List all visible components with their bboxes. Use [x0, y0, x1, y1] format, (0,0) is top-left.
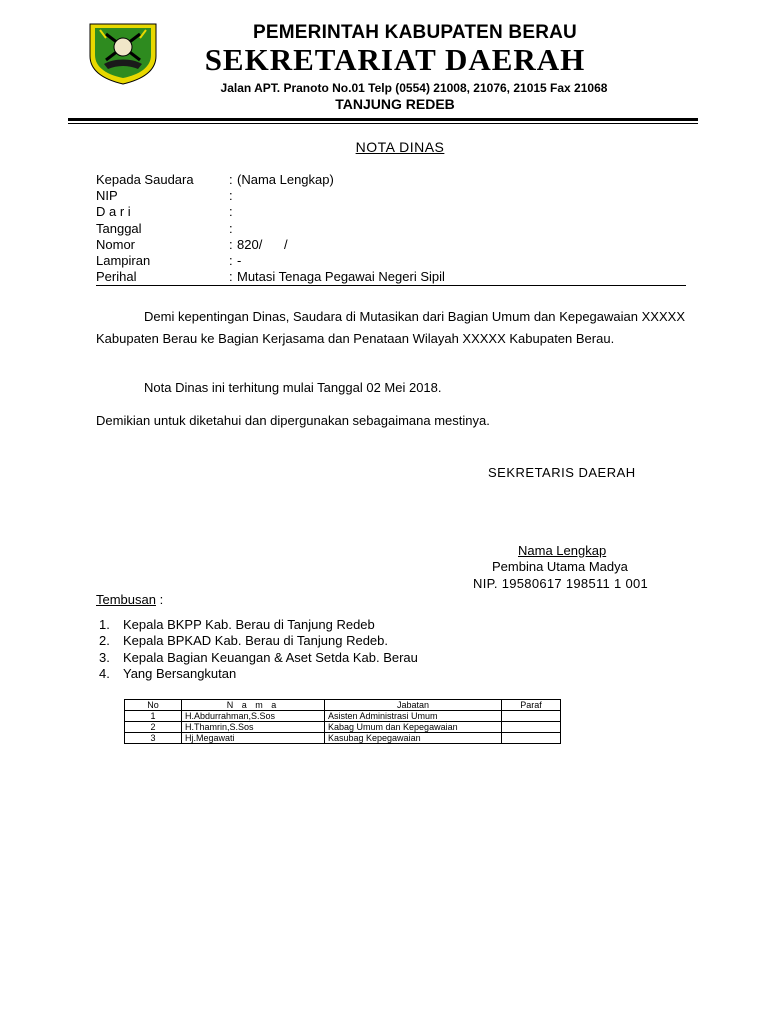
list-item	[99, 666, 418, 682]
field-separator: :	[229, 204, 233, 220]
field-row-kepada	[96, 172, 686, 188]
table-row	[125, 722, 561, 733]
office-city: TANJUNG REDEB	[335, 96, 455, 112]
field-separator: :	[229, 188, 233, 204]
signatory-title: SEKRETARIS DAERAH	[488, 465, 636, 480]
field-label: Nomor	[96, 236, 136, 252]
table-cell-jabatan: Kabag Umum dan Kepegawaian	[325, 722, 502, 733]
table-cell-nama: Hj.Megawati	[182, 733, 325, 744]
office-address: Jalan APT. Pranoto No.01 Telp (0554) 21008, 21076, 21015 Fax 21068	[220, 81, 608, 95]
table-cell-jabatan: Asisten Administrasi Umum	[325, 711, 502, 722]
list-item-number: 1.	[99, 617, 110, 632]
column-header-paraf: Paraf	[502, 700, 561, 711]
table-cell-paraf	[502, 711, 561, 722]
body-paragraph-effective-date: Nota Dinas ini terhitung mulai Tanggal 02 Mei 2018.	[144, 380, 442, 395]
field-label: NIP	[96, 188, 118, 204]
list-item-text: Kepala BKPP Kab. Berau di Tanjung Redeb	[123, 617, 375, 632]
signatory-name: Nama Lengkap	[518, 543, 607, 558]
field-label: Lampiran	[96, 253, 151, 269]
field-value: -	[237, 253, 242, 269]
list-item-text: Kepala BPKAD Kab. Berau di Tanjung Redeb.	[123, 633, 388, 649]
field-row-tanggal	[96, 221, 686, 237]
berau-regency-emblem-icon	[84, 20, 162, 86]
field-label: Perihal	[96, 269, 137, 285]
field-separator: :	[229, 220, 233, 236]
field-separator: :	[229, 269, 233, 285]
table-cell-jabatan: Kasubag Kepegawaian	[325, 733, 502, 744]
paraf-table	[124, 699, 561, 744]
table-cell-paraf	[502, 722, 561, 733]
letterhead-divider-thin	[68, 123, 698, 124]
signatory-nip: NIP. 19580617 198511 1 001	[473, 576, 649, 591]
field-value: (Nama Lengkap)	[237, 172, 334, 187]
field-separator: :	[229, 172, 233, 187]
list-item-number: 2.	[99, 633, 110, 649]
field-value: Mutasi Tenaga Pegawai Negeri Sipil	[237, 269, 445, 285]
tembusan-colon: :	[155, 592, 164, 607]
table-row	[125, 733, 561, 744]
field-label: D a r i	[96, 204, 131, 220]
column-header-no: No	[125, 700, 182, 711]
tembusan-label: Tembusan	[96, 592, 156, 607]
table-cell-no: 1	[125, 711, 182, 722]
document-title: NOTA DINAS	[355, 139, 445, 155]
list-item-number: 4.	[99, 665, 110, 681]
field-separator: :	[229, 253, 233, 269]
column-header-jabatan: Jabatan	[325, 700, 502, 711]
field-row-nomor	[96, 237, 686, 253]
list-item-text: Kepala Bagian Keuangan & Aset Setda Kab. Berau	[123, 649, 418, 665]
table-cell-no: 2	[125, 722, 182, 733]
tembusan-list	[99, 617, 418, 682]
list-item	[99, 650, 418, 666]
list-item-text: Yang Bersangkutan	[123, 665, 237, 681]
body-paragraph-mutation: Demi kepentingan Dinas, Saudara di Mutasikan dari Bagian Umum dan Kepegawaian XXXXX Kabupaten Berau ke Bagian Kerjasama dan Penataan Wilayah XXXXX Kabupaten Berau.	[96, 309, 685, 346]
list-item-number: 3.	[99, 649, 110, 665]
field-row-nip	[96, 188, 686, 204]
table-cell-no: 3	[125, 733, 182, 744]
field-label: Kepada Saudara	[96, 172, 194, 187]
table-cell-paraf	[502, 733, 561, 744]
list-item	[99, 633, 418, 649]
field-value: 820/ /	[237, 236, 288, 252]
signatory-rank: Pembina Utama Madya	[492, 559, 628, 574]
table-header-row	[125, 700, 561, 711]
office-name: SEKRETARIAT DAERAH	[204, 42, 586, 77]
field-row-lampiran	[96, 253, 686, 269]
table-row	[125, 711, 561, 722]
field-row-dari	[96, 204, 686, 220]
field-row-perihal	[96, 269, 686, 286]
body-paragraph-closing: Demikian untuk diketahui dan dipergunakan sebagaimana mestinya.	[96, 413, 490, 428]
table-cell-nama: H.Abdurrahman,S.Sos	[182, 711, 325, 722]
field-separator: :	[229, 236, 233, 252]
table-cell-nama: H.Thamrin,S.Sos	[182, 722, 325, 733]
column-header-nama: N a m a	[182, 700, 325, 711]
field-label: Tanggal	[96, 220, 142, 236]
tembusan-heading	[96, 592, 163, 607]
memo-fields	[96, 172, 686, 286]
letterhead-divider-thick	[68, 118, 698, 121]
list-item	[99, 617, 418, 633]
government-name: PEMERINTAH KABUPATEN BERAU	[253, 22, 577, 43]
